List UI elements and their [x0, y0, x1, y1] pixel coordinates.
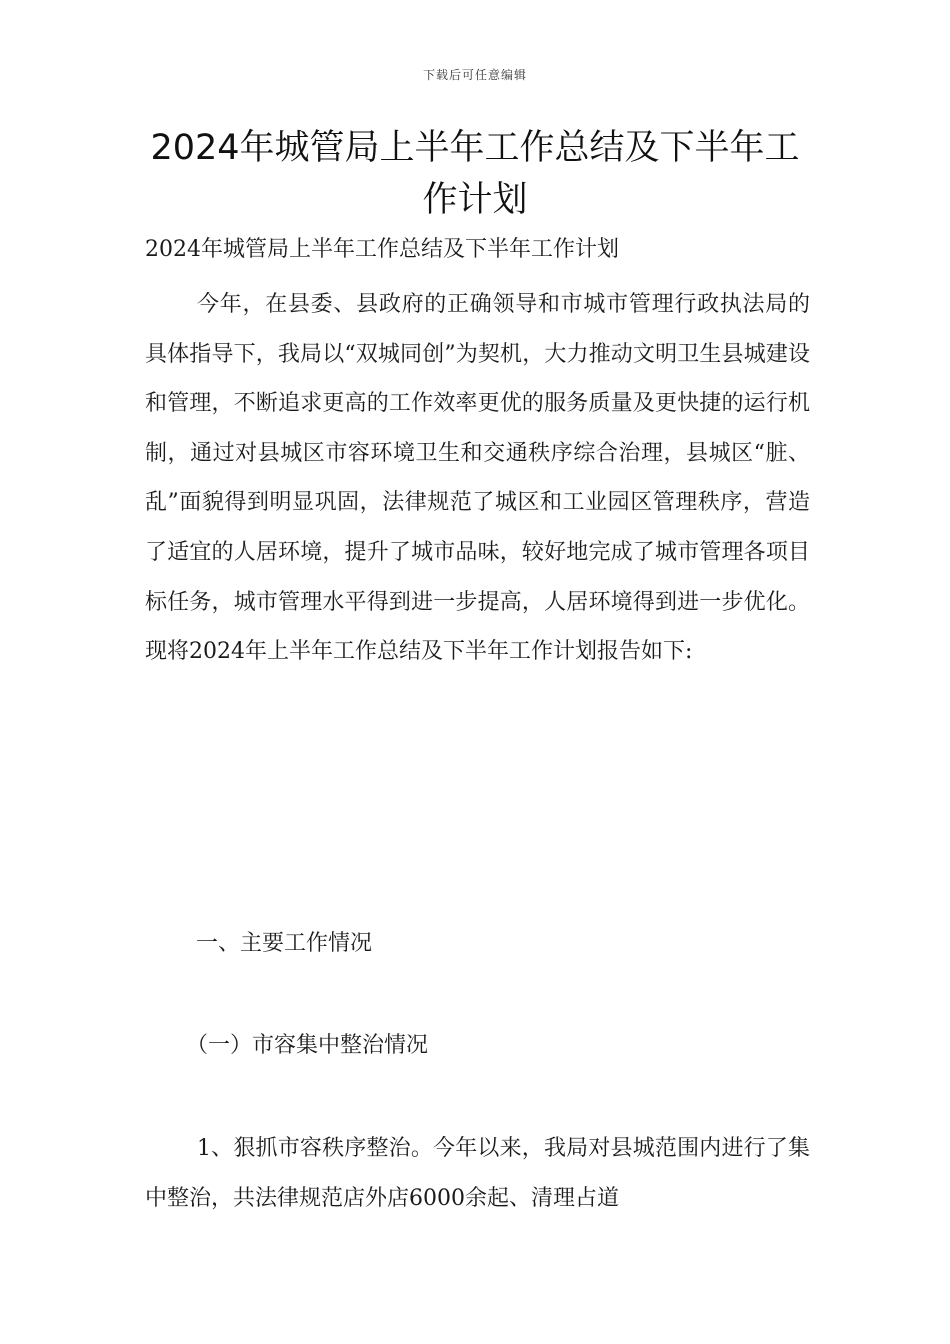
document-title: 2024年城管局上半年工作总结及下半年工作计划 [150, 128, 800, 220]
document-subtitle: 2024年城管局上半年工作总结及下半年工作计划 [145, 237, 619, 262]
header-note: 下载后可任意编辑 [422, 68, 527, 82]
item-paragraph: 1、狠抓市容秩序整治。今年以来，我局对县城范围内进行了集中整治，共法律规范店外店6000余起、清理占道 [145, 1136, 810, 1211]
subsection-heading: （一）市容集中整治情况 [186, 1033, 429, 1058]
section-heading: 一、主要工作情况 [196, 931, 373, 956]
intro-paragraph: 今年，在县委、县政府的正确领导和市城市管理行政执法局的具体指导下，我局以“双城同创”为契机，大力推动文明卫生县城建设和管理，不断追求更高的工作效率更优的服务质量及更快捷的运行机制，通过对县城区市容环境卫生和交通秩序综合治理，县城区“脏、乱”面貌得到明显巩固，法律规范了城区和工业园区管理秩序，营造了适宜的人居环境，提升了城市品味，较好地完成了城市管理各项目标任务，城市管理水平得到进一步提高，人居环境得到进一步优化。现将2024年上半年工作总结及下半年工作计划报告如下: [145, 292, 810, 665]
